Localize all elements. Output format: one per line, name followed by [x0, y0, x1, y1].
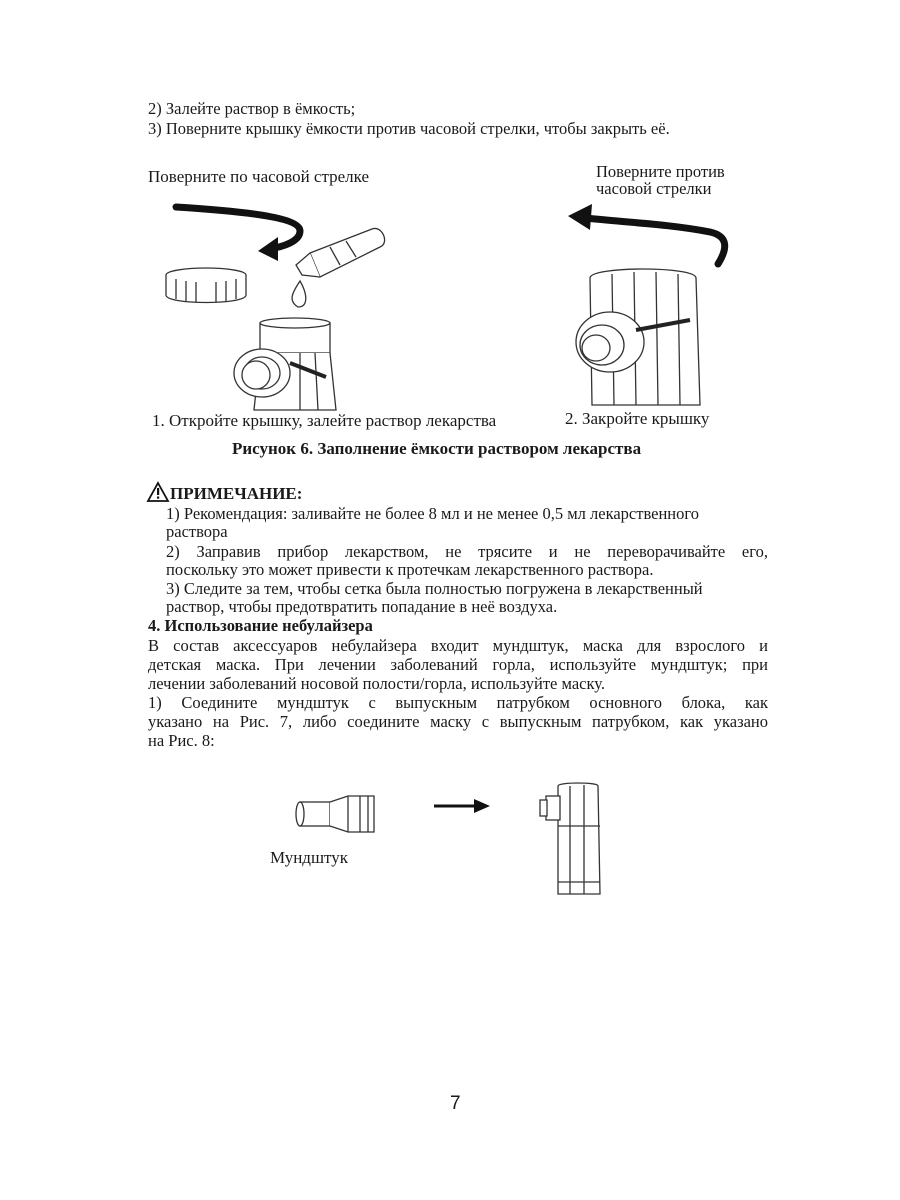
section4-para-line3: лечении заболеваний носовой полости/горла, используйте маску. [148, 674, 605, 693]
page-number: 7 [450, 1093, 461, 1114]
label-turn-counterclockwise-1: Поверните против [596, 162, 725, 181]
note-heading: ПРИМЕЧАНИЕ: [170, 484, 303, 503]
section4-para-line2: детская маска. При лечении заболеваний горла, используйте мундштук; при [148, 655, 768, 674]
note-item-2-line1: 2) Заправив прибор лекарством, не трясите и не переворачивайте его, [166, 542, 768, 561]
note-item-1-line1: 1) Рекомендация: заливайте не более 8 мл и не менее 0,5 мл лекарственного [166, 504, 699, 523]
figure6-left-illustration [150, 195, 550, 420]
warning-icon [147, 482, 169, 502]
label-turn-clockwise: Поверните по часовой стрелке [148, 167, 370, 186]
nebulizer-unit-illustration [536, 782, 606, 900]
note-item-3-line2: раствор, чтобы предотвратить попадание в неё воздуха. [166, 597, 558, 616]
arrow-right-icon [432, 798, 492, 814]
figure6-title: Рисунок 6. Заполнение ёмкости раствором лекарства [232, 439, 642, 458]
intro-step-2: 2) Залейте раствор в ёмкость; [148, 99, 356, 118]
note-item-2-line2: поскольку это может привести к протечкам лекарственного раствора. [166, 560, 654, 579]
figure6-right-illustration [560, 200, 760, 410]
section4-heading: 4. Использование небулайзера [148, 616, 373, 635]
section4-step1-line3: на Рис. 8: [148, 731, 215, 750]
label-turn-counterclockwise-2: часовой стрелки [596, 179, 712, 198]
caption-open-cap: 1. Откройте крышку, залейте раствор лекарства [152, 411, 497, 430]
section4-para-line1: В состав аксессуаров небулайзера входит мундштук, маска для взрослого и [148, 636, 768, 655]
section4-step1-line2: указано на Рис. 7, либо соедините маску с выпускным патрубком, как указано [148, 712, 768, 731]
mouthpiece-label: Мундштук [270, 848, 348, 867]
intro-step-3: 3) Поверните крышку ёмкости против часовой стрелки, чтобы закрыть её. [148, 119, 670, 138]
mouthpiece-illustration [290, 790, 390, 840]
section4-step1-line1: 1) Соедините мундштук с выпускным патрубком основного блока, как [148, 693, 768, 712]
caption-close-cap: 2. Закройте крышку [565, 409, 710, 428]
note-item-3-line1: 3) Следите за тем, чтобы сетка была полностью погружена в лекарственный [166, 579, 703, 598]
note-item-1-line2: раствора [166, 522, 228, 541]
